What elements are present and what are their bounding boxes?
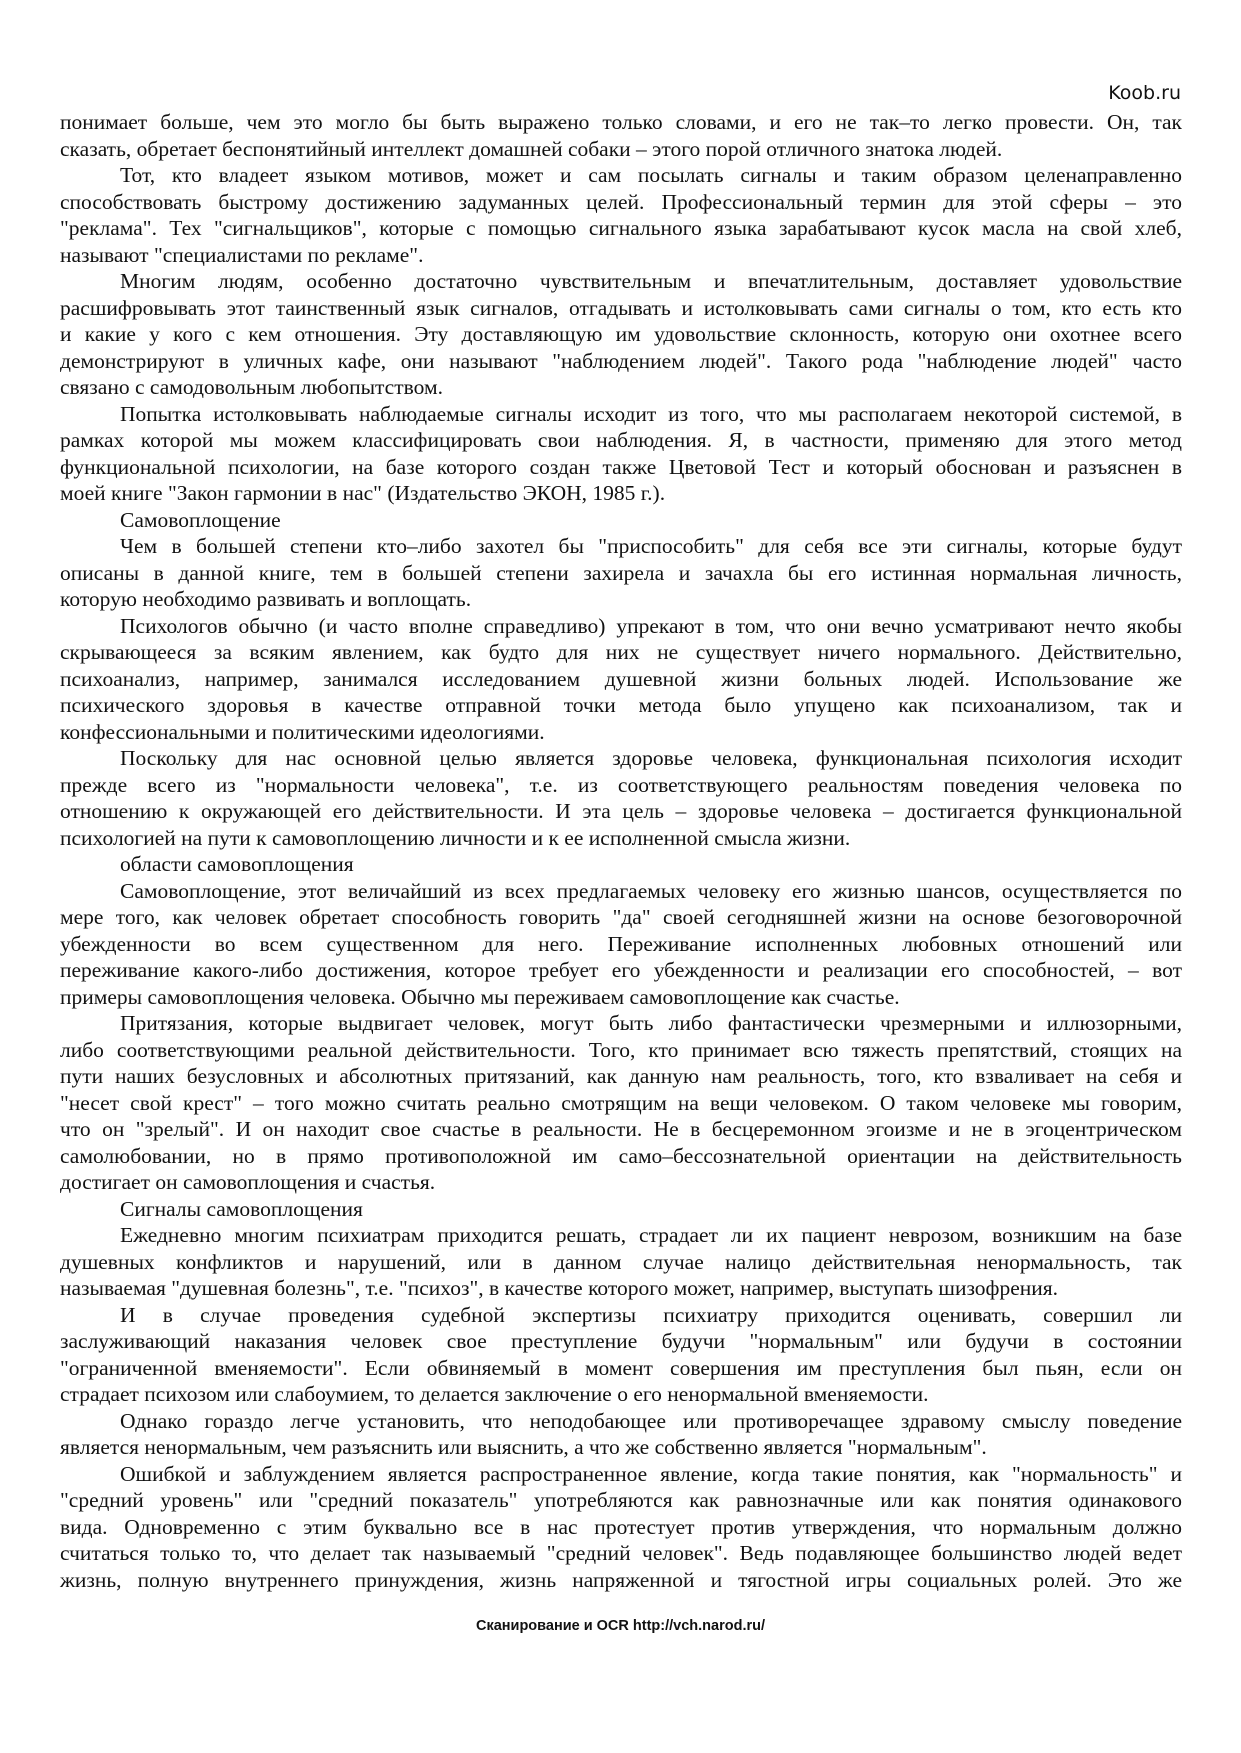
text-line: "средний уровень" или "средний показатель" употребляются как равнозначные или как понятия одинакового <box>60 1488 1182 1512</box>
text-line: психологией на пути к самовоплощению личности и к ее исполненной смысла жизни. <box>60 825 851 850</box>
text-line: расшифровывать этот таинственный язык сигналов, отгадывать и истолковывать сами сигналы о том, кто есть кто <box>60 295 1182 320</box>
text-line: И в случае проведения судебной экспертизы психиатру приходится оценивать, совершил ли <box>120 1302 1182 1327</box>
text-line: скрывающееся за всяким явлением, как будто для них не существует ничего нормального. Действительно, <box>60 640 1182 664</box>
text-line: "несет свой крест" – того можно считать реально смотрящим на вещи человеком. О таком человеке мы говорим, <box>60 1090 1182 1115</box>
paragraph <box>60 401 1182 507</box>
text-line: достигает он самовоплощения и счастья. <box>60 1170 436 1194</box>
text-line: Самовоплощение <box>120 507 281 532</box>
text-line: функциональной психологии, на базе которого создан также Цветовой Тест и который обоснован и разъяснен в <box>60 454 1182 479</box>
document-body <box>60 109 1182 1593</box>
text-line: Поскольку для нас основной целью является здоровье человека, функциональная психология исходит <box>120 746 1182 770</box>
paragraph <box>60 1222 1182 1302</box>
text-line: Многим людям, особенно достаточно чувствительным и впечатлительным, доставляет удовольствие <box>120 269 1182 293</box>
text-line: психоанализ, например, занимался исследованием душевной жизни больных людей. Использование же <box>60 666 1182 691</box>
text-line: области самовоплощения <box>120 852 354 876</box>
text-line: Притязания, которые выдвигает человек, могут быть либо фантастически чрезмерными и иллюзорными, <box>120 1011 1182 1035</box>
text-line: убежденности во всем существенном для него. Переживание исполненных любовных отношений или <box>60 931 1182 956</box>
text-line: Самовоплощение, этот величайший из всех предлагаемых человеку его жизнью шансов, осуществляется по <box>120 878 1182 903</box>
text-line: называемая "душевная болезнь", т.е. "психоз", в качестве которого может, например, выступать шизофрения. <box>60 1276 1059 1300</box>
paragraph <box>60 533 1182 613</box>
paragraph <box>60 613 1182 746</box>
text-line: заслуживающий наказания человек свое преступление будучи "нормальным" или будучи в состоянии <box>60 1329 1182 1353</box>
text-line: Тот, кто владеет языком мотивов, может и сам посылать сигналы и таким образом целенаправленно <box>120 163 1182 187</box>
text-line: Ошибкой и заблуждением является распространенное явление, когда такие понятия, как "нормальность" и <box>120 1461 1182 1486</box>
text-line: "ограниченной вменяемости". Если обвиняемый в момент совершения им преступления был пьян, если он <box>60 1355 1182 1380</box>
paragraph <box>60 162 1182 268</box>
text-line: прежде всего из "нормальности человека", т.е. из соответствующего реальностям поведения человека по <box>60 772 1182 797</box>
text-line: демонстрируют в уличных кафе, они называют "наблюдением людей". Такого рода "наблюдение людей" часто <box>60 348 1182 373</box>
text-line: "реклама". Тех "сигнальщиков", которые с помощью сигнального языка зарабатывают кусок масла на свой хлеб, <box>60 216 1182 240</box>
text-line: самолюбовании, но в прямо противоположной им само–бессознательной ориентации на действительность <box>60 1143 1182 1168</box>
text-line: моей книге "Закон гармонии в нас" (Издательство ЭКОН, 1985 г.). <box>60 481 666 505</box>
text-line: связано с самодовольным любопытством. <box>60 375 443 399</box>
text-line: отношению к окружающей его действительности. И эта цель – здоровье человека – достигается функциональной <box>60 799 1182 823</box>
text-line: Чем в большей степени кто–либо захотел бы "приспособить" для себя все эти сигналы, которые будут <box>120 534 1182 558</box>
text-line: понимает больше, чем это могло бы быть выражено только словами, и его не так–то легко провести. Он, так <box>60 110 1182 134</box>
text-line: либо соответствующими реальной действительности. Того, кто принимает всю тяжесть препятствий, стоящих на <box>60 1037 1182 1062</box>
text-line: что он "зрелый". И он находит свое счастье в реальности. Не в бесцеремонном эгоизме и не в эгоцентрическом <box>60 1117 1182 1141</box>
text-line: Сигналы самовоплощения <box>120 1196 363 1221</box>
text-line: сказать, обретает беспонятийный интеллект домашней собаки – этого порой отличного знатока людей. <box>60 136 1003 161</box>
paragraph <box>60 1461 1182 1594</box>
text-line: рамках которой мы можем классифицировать свои наблюдения. Я, в частности, применяю для этого метод <box>60 428 1182 452</box>
paragraph <box>60 745 1182 851</box>
text-line: переживание какого-либо достижения, которое требует его убежденности и реализации его способностей, – вот <box>60 958 1182 982</box>
text-line: Ежедневно многим психиатрам приходится решать, страдает ли их пациент неврозом, возникшим на базе <box>120 1223 1182 1247</box>
text-line: называют "специалистами по рекламе". <box>60 242 424 267</box>
text-line: жизнь, полную внутреннего принуждения, жизнь напряженной и тягостной игры социальных ролей. Это же <box>60 1567 1182 1592</box>
paragraph <box>60 1010 1182 1196</box>
page-footer: Сканирование и OCR http://vch.narod.ru/ <box>475 1618 766 1634</box>
text-line: Попытка истолковывать наблюдаемые сигналы исходит из того, что мы располагаем некоторой системой, в <box>120 401 1182 426</box>
paragraph <box>60 109 1182 162</box>
text-line: Психологов обычно (и часто вполне справедливо) упрекают в том, что они вечно усматривают нечто якобы <box>120 613 1182 638</box>
section-heading <box>60 507 1182 534</box>
paragraph <box>60 1408 1182 1461</box>
text-line: вида. Одновременно с этим буквально все в нас протестует против утверждения, что нормальным должно <box>60 1514 1182 1539</box>
paragraph <box>60 268 1182 401</box>
text-line: конфессиональными и политическими идеологиями. <box>60 719 545 744</box>
text-line: описаны в данной книге, тем в большей степени захирела и зачахла бы его истинная нормальная личность, <box>60 560 1182 585</box>
text-line: способствовать быстрому достижению задуманных целей. Профессиональный термин для этой сферы – это <box>60 189 1182 214</box>
text-line: которую необходимо развивать и воплощать. <box>60 587 472 611</box>
text-line: примеры самовоплощения человека. Обычно мы переживаем самовоплощение как счастье. <box>60 984 900 1009</box>
text-line: страдает психозом или слабоумием, то делается заключение о его ненормальной вменяемости. <box>60 1382 929 1406</box>
site-watermark: Koob.ru <box>1108 82 1181 104</box>
text-line: мере того, как человек обретает способность говорить "да" своей сегодняшней жизни на основе безоговорочной <box>60 905 1182 929</box>
text-line: психического здоровья в качестве отправной точки метода было упущено как психоанализом, так и <box>60 693 1182 717</box>
section-heading <box>60 851 1182 878</box>
text-line: и какие у кого с кем отношения. Эту доставляющую им удовольствие склонность, которую они охотнее всего <box>60 322 1182 346</box>
text-line: является ненормальным, чем разъяснить или выяснить, а что же собственно является "нормальным". <box>60 1435 987 1459</box>
paragraph <box>60 1302 1182 1408</box>
text-line: пути наших безусловных и абсолютных притязаний, как данную нам реальность, того, кто взваливает на себя и <box>60 1064 1182 1088</box>
text-line: Однако гораздо легче установить, что неподобающее или противоречащее здравому смыслу поведение <box>120 1408 1182 1433</box>
text-line: считаться только то, что делает так называемый "средний человек". Ведь подавляющее большинство людей ведет <box>60 1541 1182 1565</box>
section-heading <box>60 1196 1182 1223</box>
paragraph <box>60 878 1182 1011</box>
text-line: душевных конфликтов и нарушений, или в данном случае налицо действительная ненормальность, так <box>60 1249 1182 1274</box>
